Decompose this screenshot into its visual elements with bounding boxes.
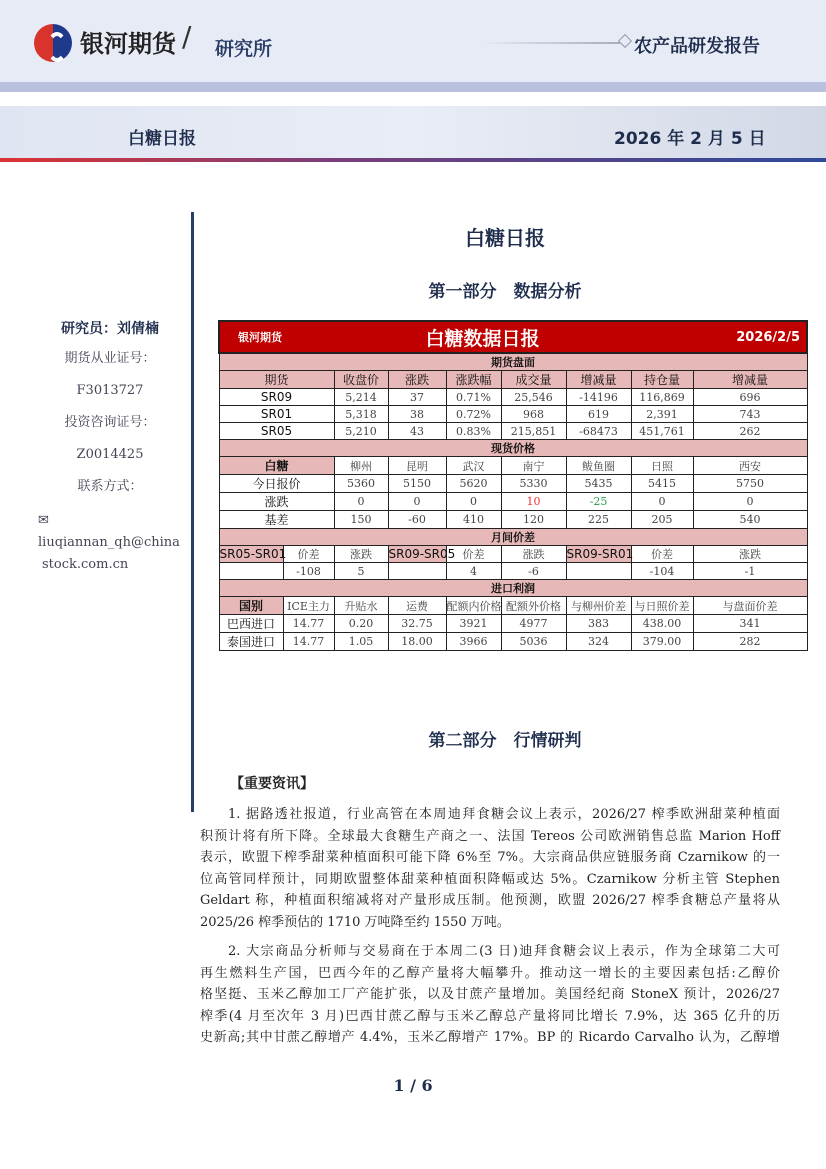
table-cell: 5330	[501, 475, 566, 493]
table-cell: 696	[693, 389, 807, 406]
column-header: 增减量	[693, 371, 807, 389]
table-cell: 5620	[446, 475, 501, 493]
table-title: 白糖数据日报	[334, 321, 631, 353]
table-cell: 0.83%	[446, 423, 501, 440]
table-cell: 38	[388, 406, 446, 423]
spot-header-row	[219, 457, 807, 475]
table-cell: 14.77	[283, 615, 334, 633]
institute-name: 研究所	[215, 38, 273, 60]
table-cell: 619	[566, 406, 631, 423]
spread-values-row	[219, 563, 807, 580]
row-label: 涨跌	[219, 493, 334, 511]
column-header: 涨跌幅	[446, 371, 501, 389]
column-header: 涨跌	[388, 371, 446, 389]
table-cell: -6	[501, 563, 566, 580]
column-header: 价差	[631, 546, 693, 563]
table-cell: 540	[693, 511, 807, 529]
column-header: 与柳州价差	[566, 597, 631, 615]
import-row	[219, 633, 807, 651]
column-header: 南宁	[501, 457, 566, 475]
table-cell: 5415	[631, 475, 693, 493]
table-cell: 0	[693, 493, 807, 511]
column-header: 涨跌	[693, 546, 807, 563]
table-cell: 32.75	[388, 615, 446, 633]
news-paragraph-2	[200, 941, 780, 1049]
table-cell: 4977	[501, 615, 566, 633]
row-label: SR01	[219, 406, 334, 423]
table-cell: -25	[566, 493, 631, 511]
table-cell: 5,210	[334, 423, 388, 440]
table-cell: 383	[566, 615, 631, 633]
table-cell: 451,761	[631, 423, 693, 440]
table-cell: 43	[388, 423, 446, 440]
paragraph-line: 位高管同样预计，同期欧盟整体甜菜种植面积降幅或达 5%。Czarnikow 分析主管 Stephen	[200, 871, 780, 887]
table-cell: 5360	[334, 475, 388, 493]
table-cell: 215,851	[501, 423, 566, 440]
column-header: 收盘价	[334, 371, 388, 389]
paragraph-line: Geldart 称，种植面积缩减将对产量形成压制。他预测，欧盟 2026/27 榨季食糖总产量将从	[200, 893, 780, 908]
column-header: 配额外价格	[501, 597, 566, 615]
table-cell: -60	[388, 511, 446, 529]
column-header: 持仓量	[631, 371, 693, 389]
paragraph-line: 榨季(4 月至次年 3 月)巴西甘蔗乙醇与玉米乙醇总产量将同比增长 7.9%，达 365 亿升的历	[200, 1008, 780, 1024]
table-cell: 10	[501, 493, 566, 511]
table-cell: 2,391	[631, 406, 693, 423]
table-cell: 25,546	[501, 389, 566, 406]
column-header: 升贴水	[334, 597, 388, 615]
paragraph-line: 2025/26 榨季预估的 1710 万吨降至约 1550 万吨。	[200, 914, 510, 930]
title-bar-underline	[0, 158, 826, 162]
paragraph-line: 积预计将有所下降。全球最大食糖生产商之一、法国 Tereos 公司欧洲销售总监 Marion Hoff	[200, 828, 780, 844]
futures-row	[219, 406, 807, 423]
futures-row	[219, 389, 807, 406]
news-paragraph-1	[200, 804, 780, 933]
consult-label: 投资咨询证号：	[64, 415, 156, 430]
table-cell: -104	[631, 563, 693, 580]
section-spread: 月间价差	[219, 529, 807, 546]
paragraph-line: 1. 据路透社报道，行业高管在本周迪拜食糖会议上表示，2026/27 榨季欧洲甜菜种植面	[228, 807, 780, 822]
column-header: 成交量	[501, 371, 566, 389]
sidebar-divider	[191, 212, 194, 812]
researcher-info	[30, 318, 190, 576]
column-header: ICE主力	[283, 597, 334, 615]
column-header: 价差	[446, 546, 501, 563]
table-cell: 205	[631, 511, 693, 529]
main-title: 白糖日报	[465, 226, 545, 250]
column-header: 白糖	[219, 457, 334, 475]
table-cell: 5036	[501, 633, 566, 651]
paragraph-line: 史新高;其中甘蔗乙醇增产 4.4%，玉米乙醇增产 17%。BP 的 Ricardo Carvalho 认为，乙醇增	[200, 1030, 780, 1045]
table-cell	[219, 563, 283, 580]
column-header: 国别	[219, 597, 283, 615]
row-label: 巴西进口	[219, 615, 283, 633]
futures-header-row	[219, 371, 807, 389]
galaxy-logo-icon	[34, 24, 72, 62]
contact-label: 联系方式：	[77, 479, 143, 494]
table-cell: -14196	[566, 389, 631, 406]
paragraph-line: 格坚挺、玉米乙醇加工厂产能扩张，以及甘蔗产量增加。美国经纪商 StoneX 预计，2026/27	[200, 987, 780, 1002]
futures-row	[219, 423, 807, 440]
report-date: 2026 年 2 月 5 日	[614, 129, 766, 149]
table-cell: 5435	[566, 475, 631, 493]
table-cell: 14.77	[283, 633, 334, 651]
table-cell: 0	[446, 493, 501, 511]
table-cell: -68473	[566, 423, 631, 440]
decorative-line	[480, 42, 620, 44]
table-cell: 410	[446, 511, 501, 529]
row-label: SR05	[219, 423, 334, 440]
spot-row	[219, 493, 807, 511]
table-cell: 0.72%	[446, 406, 501, 423]
spread-header-row	[219, 546, 807, 563]
column-header: 期货	[219, 371, 334, 389]
column-header: 涨跌	[501, 546, 566, 563]
consult-number: Z0014425	[76, 447, 144, 462]
table-cell: -108	[283, 563, 334, 580]
table-cell: 341	[693, 615, 807, 633]
brand-divider: /	[182, 20, 192, 53]
table-date: 2026/2/5	[631, 321, 807, 353]
table-logo: 银河期货	[219, 321, 334, 353]
column-header: 武汉	[446, 457, 501, 475]
table-cell: 5,214	[334, 389, 388, 406]
table-cell: 3966	[446, 633, 501, 651]
table-cell: 743	[693, 406, 807, 423]
column-header: 西安	[693, 457, 807, 475]
page-number: 1 / 6	[393, 1076, 433, 1095]
email-link[interactable]: ✉liuqiannan_qh@china stock.com.cn	[38, 513, 180, 572]
column-header: 鲅鱼圈	[566, 457, 631, 475]
paragraph-line: 表示，欧盟下榨季甜菜种植面积可能下降 6%至 7%。大宗商品供应链服务商 Czarnikow 的一	[200, 850, 780, 865]
paragraph-line: 再生燃料生产国，巴西今年的乙醇产量将大幅攀升。推动这一增长的主要因素包括:乙醇价	[200, 965, 780, 981]
row-label: 今日报价	[219, 475, 334, 493]
paragraph-line: 2. 大宗商品分析师与交易商在于本周二(3 日)迪拜食糖会议上表示，作为全球第二大可	[228, 944, 780, 959]
table-cell: 0	[631, 493, 693, 511]
table-cell: 5	[334, 563, 388, 580]
license-label: 期货从业证号：	[64, 351, 156, 366]
sugar-data-table	[218, 320, 808, 651]
table-cell: 225	[566, 511, 631, 529]
section-spot: 现货价格	[219, 440, 807, 457]
table-cell: 5150	[388, 475, 446, 493]
import-row	[219, 615, 807, 633]
table-cell: 324	[566, 633, 631, 651]
column-header: SR09-SR05	[388, 547, 456, 561]
table-cell: 379.00	[631, 633, 693, 651]
table-cell: 0	[334, 493, 388, 511]
table-cell: 262	[693, 423, 807, 440]
row-label: 泰国进口	[219, 633, 283, 651]
column-header: 价差	[283, 546, 334, 563]
table-cell: 282	[693, 633, 807, 651]
section-futures: 期货盘面	[219, 353, 807, 371]
row-label: 基差	[219, 511, 334, 529]
table-cell: 18.00	[388, 633, 446, 651]
envelope-icon: ✉	[38, 513, 49, 528]
column-header: 涨跌	[334, 546, 388, 563]
table-cell: 0.20	[334, 615, 388, 633]
column-header: SR05-SR01	[219, 547, 287, 561]
import-header-row	[219, 597, 807, 615]
table-cell: -1	[693, 563, 807, 580]
table-cell: 116,869	[631, 389, 693, 406]
header-band	[0, 82, 826, 92]
table-cell	[388, 563, 446, 580]
part2-heading: 第二部分 行情研判	[428, 731, 582, 751]
table-cell: 120	[501, 511, 566, 529]
table-cell: 0.71%	[446, 389, 501, 406]
column-header: 与盘面价差	[693, 597, 807, 615]
table-cell: 5,318	[334, 406, 388, 423]
table-cell: 968	[501, 406, 566, 423]
researcher-name: 研究员：刘倩楠	[61, 321, 159, 337]
table-cell: 1.05	[334, 633, 388, 651]
column-header: 配额内价格	[446, 597, 501, 615]
license-number: F3013727	[76, 383, 144, 398]
spot-row	[219, 475, 807, 493]
row-label: SR09	[219, 389, 334, 406]
table-cell: 438.00	[631, 615, 693, 633]
column-header: 日照	[631, 457, 693, 475]
part1-heading: 第一部分 数据分析	[428, 282, 582, 302]
table-cell: 37	[388, 389, 446, 406]
column-header: 运费	[388, 597, 446, 615]
table-cell: 150	[334, 511, 388, 529]
table-cell: 5750	[693, 475, 807, 493]
column-header: 柳州	[334, 457, 388, 475]
spot-row	[219, 511, 807, 529]
column-header: 增减量	[566, 371, 631, 389]
column-header: SR09-SR01	[566, 547, 634, 561]
column-header: 与日照价差	[631, 597, 693, 615]
table-cell: 4	[446, 563, 501, 580]
report-type: 农产品研发报告	[634, 36, 760, 57]
column-header: 昆明	[388, 457, 446, 475]
table-cell	[566, 563, 631, 580]
news-heading: 【重要资讯】	[230, 776, 314, 792]
table-title-row	[219, 321, 807, 353]
table-cell: 0	[388, 493, 446, 511]
brand-name: 银河期货	[80, 30, 176, 58]
section-import: 进口利润	[219, 580, 807, 597]
report-title: 白糖日报	[128, 129, 196, 149]
table-cell: 3921	[446, 615, 501, 633]
